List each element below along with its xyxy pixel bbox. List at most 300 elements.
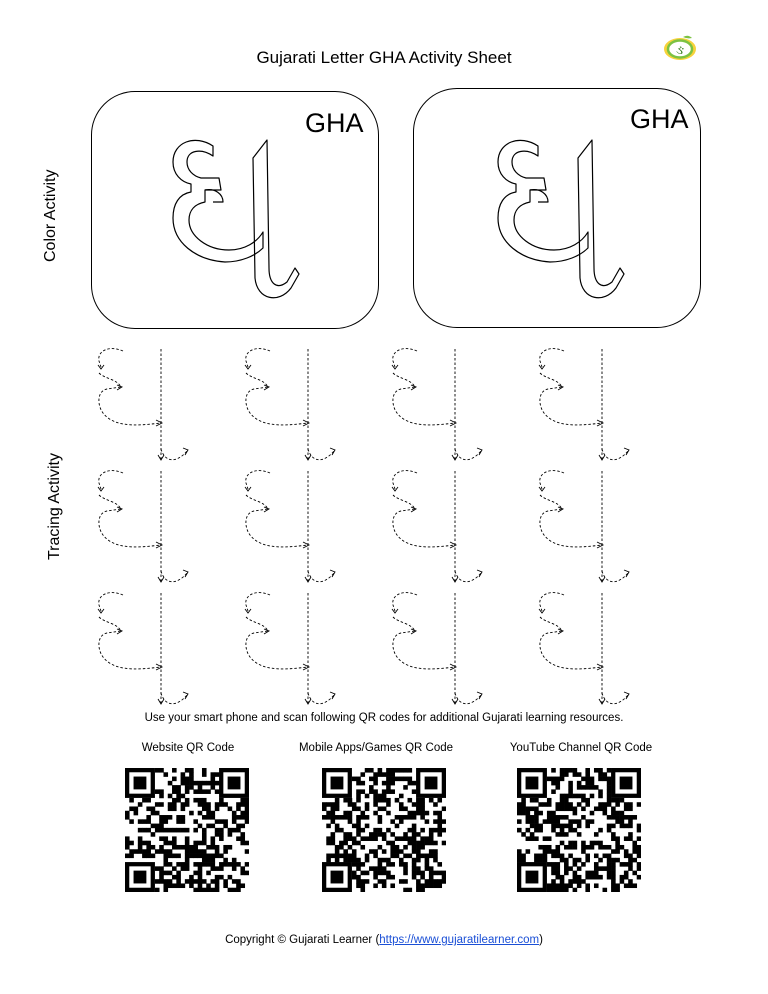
qr-module — [198, 883, 203, 888]
website-link[interactable]: https://www.gujaratilearner.com — [379, 934, 540, 946]
qr-module — [530, 824, 535, 829]
qr-module — [573, 772, 578, 777]
qr-module — [211, 811, 216, 816]
qr-module — [551, 777, 556, 782]
qr-module — [620, 798, 625, 803]
qr-module — [125, 841, 130, 846]
qr-module — [206, 811, 211, 816]
qr-module — [573, 879, 578, 884]
qr-module — [590, 871, 595, 876]
qr-module — [198, 875, 203, 880]
youtube-qr-label: YouTube Channel QR Code — [509, 742, 653, 754]
tracing-letter-guide[interactable] — [242, 345, 342, 465]
qr-module — [172, 802, 177, 807]
qr-module — [594, 785, 599, 790]
qr-module — [159, 768, 164, 773]
qr-module — [202, 836, 207, 841]
qr-module — [442, 879, 446, 884]
tracing-letter-guide[interactable] — [536, 589, 636, 709]
qr-module — [615, 841, 620, 846]
qr-module — [360, 828, 365, 833]
qr-module — [403, 832, 408, 837]
qr-module — [206, 789, 211, 794]
qr-module — [628, 883, 633, 888]
qr-module — [386, 789, 391, 794]
qr-module — [530, 798, 535, 803]
qr-module — [189, 785, 194, 790]
qr-module — [352, 875, 357, 880]
qr-module — [219, 854, 224, 859]
qr-module — [568, 854, 573, 859]
qr-module — [390, 789, 395, 794]
qr-module — [185, 854, 190, 859]
qr-module — [215, 832, 220, 837]
qr-finder-center — [331, 777, 344, 790]
qr-module — [577, 794, 582, 799]
qr-instructions: Use your smart phone and scan following QR codes for additional Gujarati learning resources. — [144, 712, 624, 724]
qr-module — [598, 789, 603, 794]
qr-module — [181, 862, 186, 867]
qr-module — [365, 824, 370, 829]
qr-module — [594, 768, 599, 773]
qr-module — [228, 845, 233, 850]
qr-module — [408, 828, 413, 833]
qr-module — [219, 836, 224, 841]
qr-module — [425, 858, 430, 863]
qr-module — [581, 841, 586, 846]
qr-module — [146, 854, 151, 859]
qr-module — [185, 768, 190, 773]
qr-module — [590, 841, 595, 846]
qr-module — [594, 832, 599, 837]
qr-module — [395, 849, 400, 854]
qr-module — [163, 879, 168, 884]
qr-module — [189, 883, 194, 888]
qr-module — [637, 854, 641, 859]
qr-finder-center — [620, 777, 633, 790]
qr-module — [425, 841, 430, 846]
qr-module — [603, 806, 608, 811]
qr-module — [378, 806, 383, 811]
qr-finder-center — [228, 777, 241, 790]
qr-module — [408, 768, 413, 773]
qr-module — [386, 768, 391, 773]
youtube-qr-code-icon[interactable] — [517, 768, 641, 892]
qr-module — [211, 854, 216, 859]
qr-module — [603, 772, 608, 777]
qr-module — [425, 811, 430, 816]
qr-module — [202, 828, 207, 833]
qr-module — [577, 879, 582, 884]
qr-module — [403, 854, 408, 859]
qr-module — [521, 854, 526, 859]
qr-module — [603, 802, 608, 807]
qr-module — [159, 879, 164, 884]
qr-module — [326, 841, 331, 846]
qr-module — [168, 879, 173, 884]
qr-module — [172, 798, 177, 803]
qr-module — [172, 777, 177, 782]
qr-module — [198, 789, 203, 794]
qr-module — [615, 845, 620, 850]
qr-module — [437, 815, 442, 820]
qr-module — [356, 832, 361, 837]
qr-module — [360, 811, 365, 816]
qr-module — [326, 836, 331, 841]
qr-module — [193, 798, 198, 803]
qr-module — [198, 824, 203, 829]
qr-module — [555, 806, 560, 811]
qr-module — [594, 862, 599, 867]
qr-module — [390, 777, 395, 782]
qr-module — [352, 871, 357, 876]
qr-module — [581, 777, 586, 782]
qr-module — [146, 815, 151, 820]
website-qr-code-icon[interactable] — [125, 768, 249, 892]
qr-module — [206, 862, 211, 867]
qr-module — [386, 828, 391, 833]
qr-module — [560, 777, 565, 782]
qr-module — [568, 883, 573, 888]
tracing-letter-guide[interactable] — [536, 467, 636, 587]
qr-module — [437, 862, 442, 867]
qr-module — [620, 824, 625, 829]
qr-module — [611, 879, 616, 884]
qr-module — [369, 785, 374, 790]
qr-module — [390, 841, 395, 846]
qr-module — [399, 815, 404, 820]
qr-module — [611, 832, 616, 837]
qr-module — [517, 819, 522, 824]
qr-module — [555, 824, 560, 829]
qr-module — [628, 836, 633, 841]
qr-module — [433, 883, 438, 888]
qr-module — [433, 841, 438, 846]
qr-module — [585, 883, 590, 888]
qr-module — [615, 883, 620, 888]
qr-module — [240, 815, 245, 820]
qr-module — [326, 854, 331, 859]
qr-module — [172, 789, 177, 794]
qr-module — [581, 815, 586, 820]
qr-module — [369, 832, 374, 837]
qr-module — [573, 862, 578, 867]
qr-module — [637, 862, 641, 867]
qr-module — [543, 858, 548, 863]
qr-module — [185, 789, 190, 794]
qr-module — [168, 794, 173, 799]
qr-module — [202, 888, 207, 892]
qr-module — [547, 811, 552, 816]
qr-module — [628, 824, 633, 829]
qr-module — [611, 888, 616, 892]
qr-module — [521, 832, 526, 837]
qr-module — [611, 824, 616, 829]
qr-module — [628, 815, 633, 820]
qr-module — [129, 819, 134, 824]
qr-module — [352, 854, 357, 859]
qr-module — [339, 845, 344, 850]
qr-module — [637, 866, 641, 871]
qr-module — [356, 777, 361, 782]
qr-module — [526, 815, 531, 820]
qr-module — [365, 836, 370, 841]
qr-module — [382, 806, 387, 811]
qr-module — [632, 871, 637, 876]
qr-module — [403, 845, 408, 850]
qr-module — [129, 849, 134, 854]
qr-module — [624, 824, 629, 829]
qr-module — [607, 789, 612, 794]
qr-module — [163, 836, 168, 841]
qr-module — [573, 828, 578, 833]
qr-module — [331, 819, 336, 824]
qr-module — [240, 832, 245, 837]
qr-module — [215, 772, 220, 777]
qr-module — [433, 854, 438, 859]
qr-module — [356, 862, 361, 867]
qr-module — [607, 798, 612, 803]
qr-module — [360, 888, 365, 892]
qr-module — [352, 858, 357, 863]
tracing-letter-guide[interactable] — [242, 467, 342, 587]
qr-module — [168, 841, 173, 846]
qr-module — [365, 802, 370, 807]
qr-module — [378, 772, 383, 777]
qr-module — [433, 828, 438, 833]
qr-module — [125, 815, 130, 820]
qr-module — [348, 832, 353, 837]
qr-module — [360, 772, 365, 777]
qr-module — [530, 832, 535, 837]
qr-module — [585, 781, 590, 786]
qr-module — [378, 879, 383, 884]
qr-module — [408, 781, 413, 786]
trace-arrow-icon — [330, 692, 335, 699]
qr-module — [322, 815, 327, 820]
qr-module — [215, 781, 220, 786]
qr-module — [560, 798, 565, 803]
qr-module — [382, 772, 387, 777]
qr-module — [611, 858, 616, 863]
qr-module — [343, 849, 348, 854]
qr-module — [373, 798, 378, 803]
qr-module — [168, 849, 173, 854]
qr-module — [146, 828, 151, 833]
qr-module — [624, 854, 629, 859]
qr-module — [232, 879, 237, 884]
qr-module — [163, 841, 168, 846]
tracing-letter-guide[interactable] — [95, 345, 195, 465]
qr-module — [185, 866, 190, 871]
qr-module — [219, 819, 224, 824]
tracing-letter-guide[interactable] — [389, 467, 489, 587]
qr-module — [365, 879, 370, 884]
qr-module — [416, 879, 421, 884]
qr-module — [155, 802, 160, 807]
qr-module — [632, 858, 637, 863]
qr-module — [628, 858, 633, 863]
qr-module — [632, 845, 637, 850]
qr-module — [382, 781, 387, 786]
qr-module — [568, 828, 573, 833]
qr-module — [568, 841, 573, 846]
qr-module — [611, 862, 616, 867]
qr-module — [356, 875, 361, 880]
qr-module — [185, 836, 190, 841]
qr-module — [215, 875, 220, 880]
qr-module — [198, 781, 203, 786]
qr-module — [343, 836, 348, 841]
qr-module — [408, 815, 413, 820]
qr-module — [611, 798, 616, 803]
qr-module — [159, 819, 164, 824]
qr-module — [585, 858, 590, 863]
qr-module — [390, 849, 395, 854]
qr-module — [412, 832, 417, 837]
qr-module — [386, 875, 391, 880]
qr-module — [390, 875, 395, 880]
qr-module — [326, 858, 331, 863]
qr-module — [598, 866, 603, 871]
qr-module — [159, 849, 164, 854]
qr-module — [594, 871, 599, 876]
qr-module — [437, 883, 442, 888]
qr-module — [146, 798, 151, 803]
qr-module — [193, 862, 198, 867]
qr-module — [176, 875, 181, 880]
qr-module — [607, 866, 612, 871]
qr-module — [339, 841, 344, 846]
qr-module — [564, 772, 569, 777]
qr-module — [138, 836, 143, 841]
qr-module — [168, 854, 173, 859]
qr-module — [378, 798, 383, 803]
qr-module — [348, 836, 353, 841]
copyright-suffix: ) — [539, 934, 543, 946]
qr-module — [138, 828, 143, 833]
qr-module — [403, 777, 408, 782]
qr-module — [129, 854, 134, 859]
qr-module — [129, 798, 134, 803]
qr-module — [348, 811, 353, 816]
qr-module — [425, 836, 430, 841]
qr-module — [382, 832, 387, 837]
tracing-letter-guide[interactable] — [389, 345, 489, 465]
qr-module — [420, 802, 425, 807]
qr-module — [125, 836, 130, 841]
qr-module — [386, 862, 391, 867]
qr-module — [360, 836, 365, 841]
qr-module — [331, 841, 336, 846]
qr-module — [193, 849, 198, 854]
tracing-letter-guide[interactable] — [389, 589, 489, 709]
qr-module — [429, 841, 434, 846]
qr-module — [607, 875, 612, 880]
qr-module — [585, 888, 590, 892]
qr-module — [142, 849, 147, 854]
qr-module — [437, 824, 442, 829]
qr-module — [223, 862, 228, 867]
qr-module — [395, 824, 400, 829]
qr-module — [181, 845, 186, 850]
qr-module — [206, 883, 211, 888]
qr-module — [628, 806, 633, 811]
apps-qr-code-icon[interactable] — [322, 768, 446, 892]
qr-module — [437, 811, 442, 816]
qr-module — [598, 802, 603, 807]
qr-module — [159, 875, 164, 880]
qr-module — [245, 806, 249, 811]
qr-module — [526, 811, 531, 816]
qr-module — [176, 879, 181, 884]
tracing-letter-guide[interactable] — [95, 589, 195, 709]
qr-module — [607, 815, 612, 820]
qr-module — [551, 854, 556, 859]
qr-module — [420, 798, 425, 803]
color-activity-label: Color Activity — [42, 169, 59, 262]
qr-module — [176, 871, 181, 876]
qr-module — [534, 824, 539, 829]
qr-module — [172, 806, 177, 811]
tracing-letter-guide[interactable] — [242, 589, 342, 709]
qr-module — [142, 798, 147, 803]
qr-module — [352, 806, 357, 811]
qr-module — [551, 871, 556, 876]
qr-module — [560, 841, 565, 846]
tracing-letter-guide[interactable] — [536, 345, 636, 465]
qr-module — [573, 811, 578, 816]
qr-module — [564, 862, 569, 867]
qr-module — [236, 862, 241, 867]
qr-module — [538, 824, 543, 829]
qr-module — [134, 811, 139, 816]
qr-module — [245, 849, 249, 854]
qr-module — [198, 785, 203, 790]
qr-module — [331, 854, 336, 859]
qr-module — [181, 781, 186, 786]
qr-module — [356, 858, 361, 863]
qr-module — [577, 858, 582, 863]
qr-module — [543, 802, 548, 807]
qr-module — [185, 849, 190, 854]
qr-module — [352, 836, 357, 841]
qr-module — [240, 883, 245, 888]
qr-module — [607, 871, 612, 876]
qr-module — [555, 815, 560, 820]
qr-module — [624, 836, 629, 841]
qr-module — [382, 789, 387, 794]
qr-module — [429, 798, 434, 803]
qr-module — [215, 845, 220, 850]
qr-module — [615, 815, 620, 820]
qr-module — [181, 794, 186, 799]
qr-module — [547, 888, 552, 892]
qr-module — [594, 875, 599, 880]
qr-module — [547, 845, 552, 850]
qr-module — [620, 879, 625, 884]
tracing-letter-guide[interactable] — [95, 467, 195, 587]
qr-module — [555, 849, 560, 854]
qr-module — [211, 858, 216, 863]
qr-module — [326, 815, 331, 820]
qr-module — [615, 802, 620, 807]
qr-module — [378, 845, 383, 850]
qr-module — [607, 802, 612, 807]
qr-module — [382, 849, 387, 854]
qr-module — [369, 789, 374, 794]
qr-module — [125, 845, 130, 850]
